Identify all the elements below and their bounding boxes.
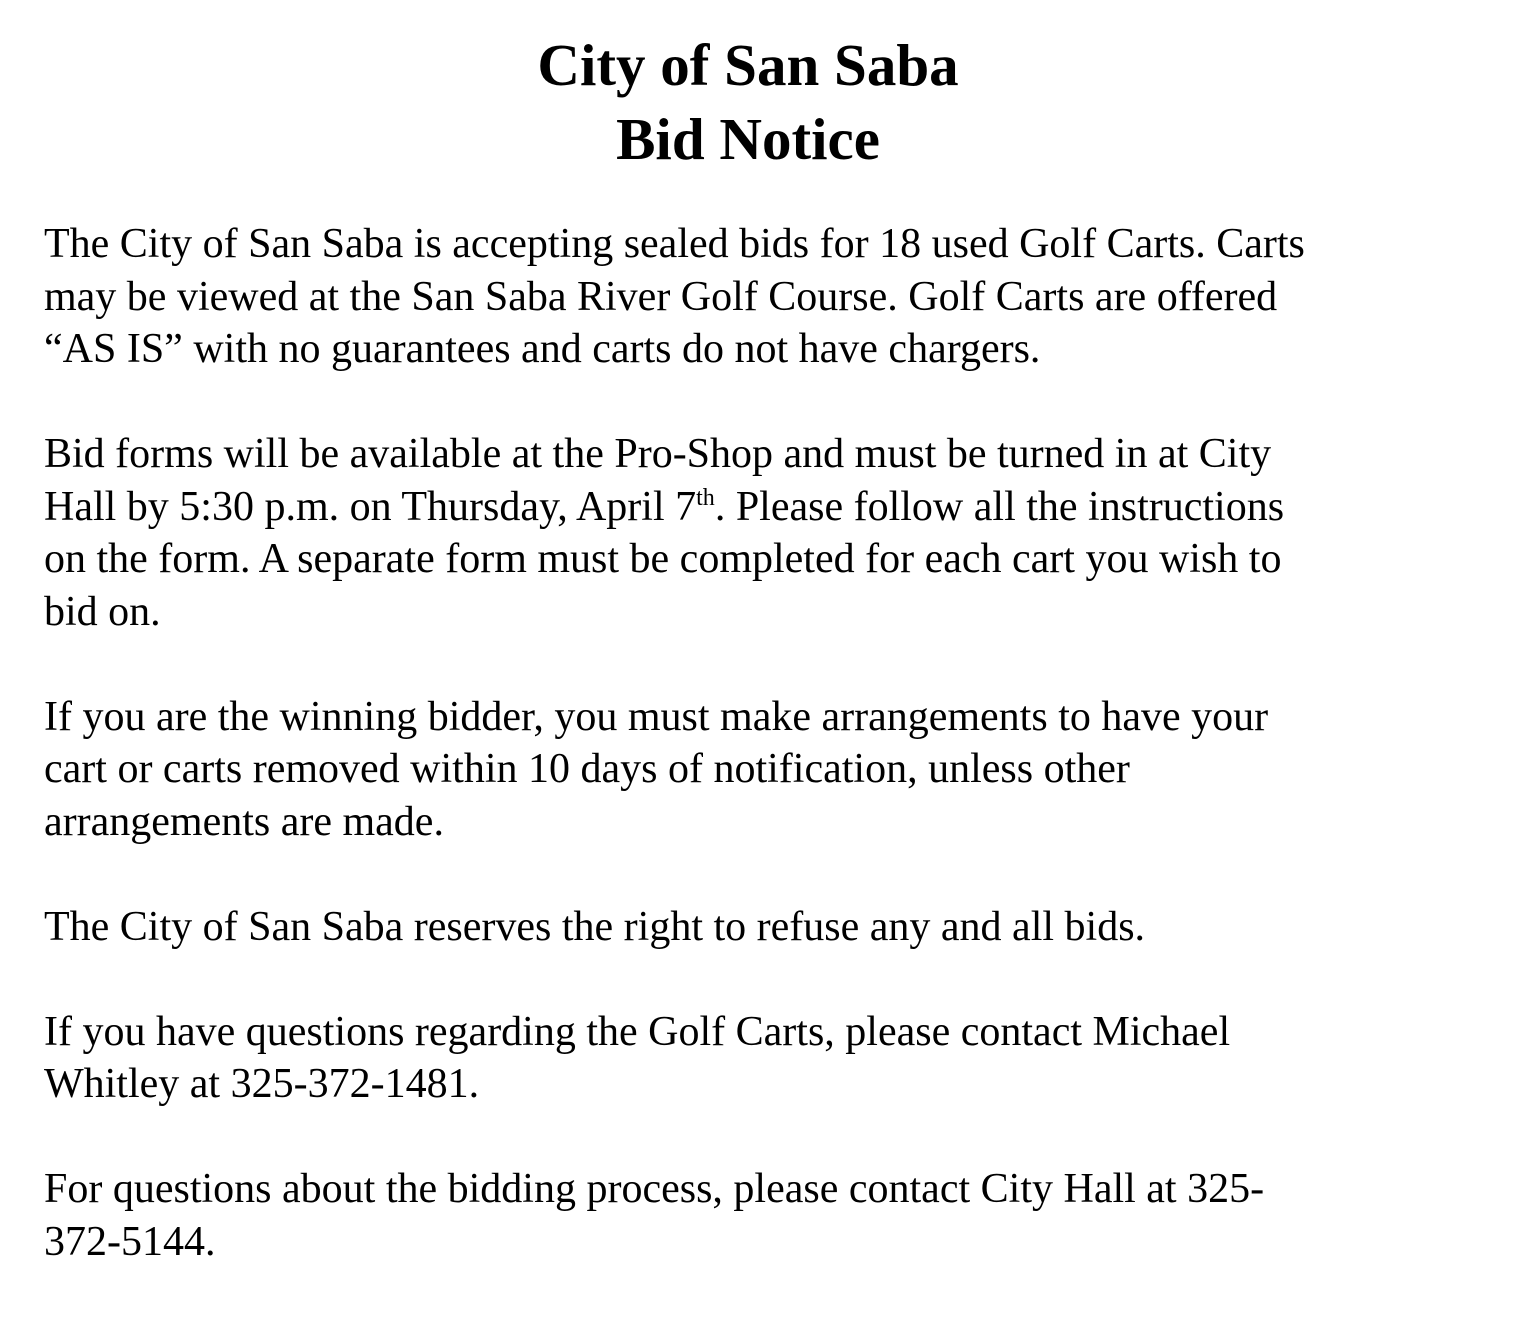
text-line: Bid forms will be available at the Pro-Shop and must be turned in at City xyxy=(44,431,1272,477)
text-line: For questions about the bidding process, please contact City Hall at 325- xyxy=(44,1166,1265,1212)
paragraph-sale-description xyxy=(44,218,1464,376)
instructions-text: . Please follow all the instructions xyxy=(714,483,1285,530)
paragraph-reservation xyxy=(44,901,1464,954)
text-line: If you are the winning bidder, you must make arrangements to have your xyxy=(44,693,1269,740)
text-line: The City of San Saba reserves the right to refuse any and all bids. xyxy=(44,903,1146,950)
text-line: on the form. A separate form must be completed for each cart you wish to xyxy=(44,536,1282,582)
ordinal-suffix: th xyxy=(696,484,715,511)
text-line: “AS IS” with no guarantees and carts do not have chargers. xyxy=(44,326,1041,372)
text-line: bid on. xyxy=(44,588,161,635)
text-line: cart or carts removed within 10 days of notification, unless other xyxy=(44,746,1130,792)
text-line xyxy=(44,481,1464,534)
notice-body xyxy=(44,218,1464,1321)
deadline-text: Hall by 5:30 p.m. on Thursday, April 7 xyxy=(44,483,697,530)
document-subtitle: Bid Notice xyxy=(616,106,880,172)
notice-header xyxy=(0,28,1496,176)
text-line: Whitley at 325-372-1481. xyxy=(44,1061,480,1107)
document-title: City of San Saba xyxy=(537,32,959,98)
text-line: The City of San Saba is accepting sealed bids for 18 used Golf Carts. Carts xyxy=(44,221,1305,267)
text-line: 372-5144. xyxy=(44,1218,216,1265)
paragraph-city-hall-contact xyxy=(44,1163,1464,1268)
text-line: may be viewed at the San Saba River Golf Course. Golf Carts are offered xyxy=(44,273,1278,320)
paragraph-bid-forms xyxy=(44,428,1464,638)
paragraph-winning-bidder xyxy=(44,691,1464,849)
text-line: arrangements are made. xyxy=(44,798,444,845)
paragraph-golf-cart-contact xyxy=(44,1006,1464,1111)
text-line: If you have questions regarding the Golf Carts, please contact Michael xyxy=(44,1008,1231,1055)
